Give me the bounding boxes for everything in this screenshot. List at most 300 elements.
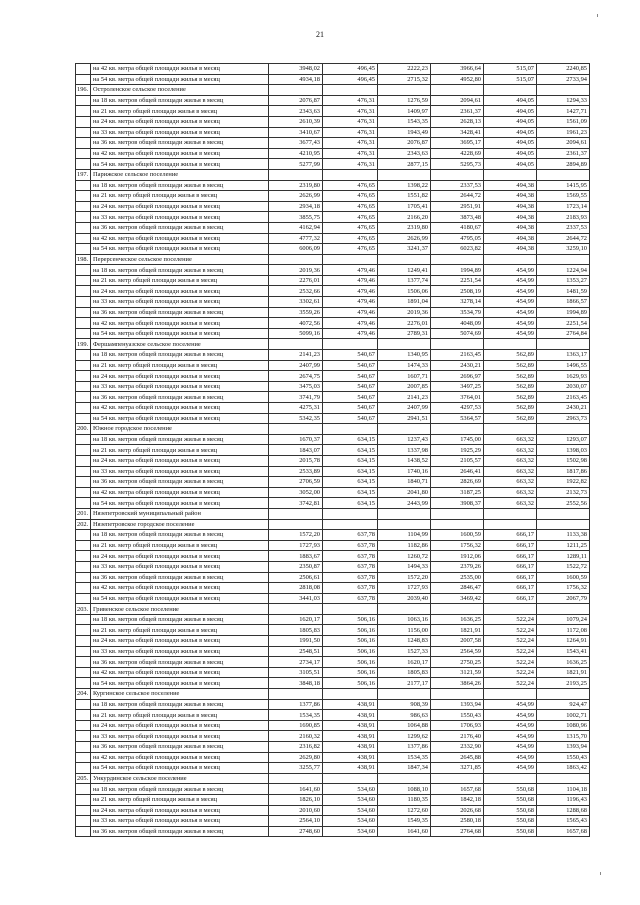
table-row (76, 127, 590, 138)
table-row (76, 116, 590, 127)
value-cell: 454,99 (484, 742, 537, 753)
table-row (76, 191, 590, 202)
empty-cell (76, 403, 91, 414)
empty-cell (537, 339, 590, 350)
empty-cell (76, 551, 91, 562)
value-cell: 1821,91 (431, 625, 484, 636)
area-norm-label: на 36 кв. метров общей площади жилья в месяц (91, 392, 269, 403)
value-cell: 2041,80 (378, 487, 431, 498)
value-cell: 2163,45 (431, 350, 484, 361)
value-cell: 1549,35 (378, 816, 431, 827)
table-row (76, 625, 590, 636)
empty-cell (76, 614, 91, 625)
empty-cell (431, 85, 484, 96)
empty-cell (76, 794, 91, 805)
value-cell: 2645,88 (431, 752, 484, 763)
value-cell: 479,46 (323, 307, 378, 318)
table-row (76, 148, 590, 159)
value-cell: 438,91 (323, 710, 378, 721)
value-cell: 4777,32 (269, 233, 323, 244)
value-cell: 476,65 (323, 212, 378, 223)
value-cell: 3259,10 (537, 244, 590, 255)
area-norm-label: на 36 кв. метров общей площади жилья в месяц (91, 826, 269, 837)
empty-cell (76, 561, 91, 572)
area-norm-label: на 24 кв. метра общей площади жилья в месяц (91, 720, 269, 731)
value-cell: 540,67 (323, 413, 378, 424)
value-cell: 4228,69 (431, 148, 484, 159)
value-cell: 2826,69 (431, 477, 484, 488)
value-cell: 1337,98 (378, 445, 431, 456)
value-cell: 5342,35 (269, 413, 323, 424)
area-norm-label: на 21 кв. метр общей площади жилья в месяц (91, 625, 269, 636)
table-row (76, 487, 590, 498)
table-row (76, 551, 590, 562)
value-cell: 1224,94 (537, 265, 590, 276)
area-norm-label: на 21 кв. метр общей площади жилья в месяц (91, 106, 269, 117)
value-cell: 1409,97 (378, 106, 431, 117)
empty-cell (76, 731, 91, 742)
empty-cell (76, 297, 91, 308)
area-norm-label: на 24 кв. метра общей площади жилья в месяц (91, 636, 269, 647)
value-cell: 506,16 (323, 614, 378, 625)
value-cell: 1063,16 (378, 614, 431, 625)
value-cell: 3855,75 (269, 212, 323, 223)
area-norm-label: на 33 кв. метра общей площади жилья в месяц (91, 646, 269, 657)
empty-cell (76, 466, 91, 477)
empty-cell (76, 667, 91, 678)
value-cell: 454,99 (484, 307, 537, 318)
value-cell: 2379,26 (431, 561, 484, 572)
empty-cell (76, 742, 91, 753)
value-cell: 562,89 (484, 350, 537, 361)
value-cell: 2564,59 (431, 646, 484, 657)
area-norm-label: на 33 кв. метра общей площади жилья в месяц (91, 297, 269, 308)
area-norm-label: на 33 кв. метра общей площади жилья в месяц (91, 127, 269, 138)
value-cell: 2548,51 (269, 646, 323, 657)
value-cell: 479,46 (323, 286, 378, 297)
area-norm-label: на 24 кв. метра общей площади жилья в месяц (91, 551, 269, 562)
area-norm-label: на 42 кв. метра общей площади жилья в месяц (91, 752, 269, 763)
value-cell: 534,60 (323, 784, 378, 795)
area-norm-label: на 54 кв. метра общей площади жилья в месяц (91, 74, 269, 85)
value-cell: 454,99 (484, 328, 537, 339)
empty-cell (484, 519, 537, 530)
empty-cell (76, 233, 91, 244)
value-cell: 3475,03 (269, 381, 323, 392)
value-cell: 2508,19 (431, 286, 484, 297)
value-cell: 1377,86 (378, 742, 431, 753)
value-cell: 494,38 (484, 201, 537, 212)
empty-cell (323, 519, 378, 530)
value-cell: 1922,82 (537, 477, 590, 488)
value-cell: 550,68 (484, 826, 537, 837)
area-norm-label: на 18 кв. метров общей площади жилья в месяц (91, 614, 269, 625)
empty-cell (76, 64, 91, 75)
value-cell: 1496,55 (537, 360, 590, 371)
value-cell: 506,16 (323, 636, 378, 647)
value-cell: 562,89 (484, 392, 537, 403)
settlement-header-row (76, 508, 590, 519)
value-cell: 515,07 (484, 64, 537, 75)
value-cell: 550,68 (484, 805, 537, 816)
empty-cell (76, 350, 91, 361)
area-norm-label: на 21 кв. метр общей площади жилья в месяц (91, 445, 269, 456)
value-cell: 2094,61 (537, 138, 590, 149)
row-number: 196. (76, 85, 91, 96)
empty-cell (431, 339, 484, 350)
empty-cell (76, 381, 91, 392)
value-cell: 1657,68 (537, 826, 590, 837)
empty-cell (484, 254, 537, 265)
table-row (76, 212, 590, 223)
table-row (76, 614, 590, 625)
value-cell: 494,38 (484, 191, 537, 202)
table-row (76, 403, 590, 414)
empty-cell (431, 689, 484, 700)
value-cell: 666,17 (484, 572, 537, 583)
empty-cell (484, 339, 537, 350)
value-cell: 540,67 (323, 381, 378, 392)
empty-cell (269, 85, 323, 96)
area-norm-label: на 18 кв. метров общей площади жилья в месяц (91, 265, 269, 276)
value-cell: 2789,31 (378, 328, 431, 339)
value-cell: 1363,17 (537, 350, 590, 361)
value-cell: 1249,41 (378, 265, 431, 276)
value-cell: 454,99 (484, 318, 537, 329)
value-cell: 479,46 (323, 328, 378, 339)
value-cell: 634,15 (323, 487, 378, 498)
table-row (76, 201, 590, 212)
value-cell: 2094,61 (431, 95, 484, 106)
value-cell: 3052,00 (269, 487, 323, 498)
empty-cell (76, 307, 91, 318)
empty-cell (76, 148, 91, 159)
value-cell: 2629,80 (269, 752, 323, 763)
value-cell: 540,67 (323, 371, 378, 382)
empty-cell (76, 636, 91, 647)
value-cell: 2580,18 (431, 816, 484, 827)
empty-cell (76, 413, 91, 424)
empty-cell (484, 85, 537, 96)
value-cell: 2628,13 (431, 116, 484, 127)
empty-cell (537, 508, 590, 519)
value-cell: 1600,59 (431, 530, 484, 541)
value-cell: 3121,59 (431, 667, 484, 678)
value-cell: 454,99 (484, 763, 537, 774)
value-cell: 3241,37 (378, 244, 431, 255)
empty-cell (323, 85, 378, 96)
table-row (76, 244, 590, 255)
area-norm-label: на 33 кв. метра общей площади жилья в месяц (91, 816, 269, 827)
empty-cell (269, 424, 323, 435)
empty-cell (76, 826, 91, 837)
value-cell: 1826,10 (269, 794, 323, 805)
value-cell: 454,99 (484, 297, 537, 308)
value-cell: 2407,99 (269, 360, 323, 371)
value-cell: 2337,53 (537, 222, 590, 233)
value-cell: 4275,31 (269, 403, 323, 414)
value-cell: 454,99 (484, 699, 537, 710)
scan-speck (597, 14, 598, 17)
value-cell: 562,89 (484, 371, 537, 382)
empty-cell (269, 519, 323, 530)
value-cell: 637,78 (323, 561, 378, 572)
table-row (76, 64, 590, 75)
table-row (76, 307, 590, 318)
area-norm-label: на 21 кв. метр общей площади жилья в месяц (91, 710, 269, 721)
value-cell: 1438,52 (378, 455, 431, 466)
area-norm-label: на 18 кв. метров общей площади жилья в месяц (91, 699, 269, 710)
value-cell: 663,32 (484, 477, 537, 488)
value-cell: 637,78 (323, 540, 378, 551)
value-cell: 494,38 (484, 222, 537, 233)
value-cell: 6023,82 (431, 244, 484, 255)
area-norm-label: на 24 кв. метра общей площади жилья в месяц (91, 286, 269, 297)
value-cell: 1756,32 (431, 540, 484, 551)
value-cell: 2361,37 (431, 106, 484, 117)
table-row (76, 593, 590, 604)
value-cell: 637,78 (323, 572, 378, 583)
value-cell: 1572,20 (378, 572, 431, 583)
value-cell: 2361,37 (537, 148, 590, 159)
value-cell: 2319,80 (378, 222, 431, 233)
value-cell: 1551,82 (378, 191, 431, 202)
value-cell: 1863,42 (537, 763, 590, 774)
value-cell: 663,32 (484, 455, 537, 466)
table-row (76, 657, 590, 668)
table-row (76, 106, 590, 117)
value-cell: 1565,43 (537, 816, 590, 827)
value-cell: 1079,24 (537, 614, 590, 625)
empty-cell (378, 689, 431, 700)
value-cell: 666,17 (484, 551, 537, 562)
value-cell: 1294,33 (537, 95, 590, 106)
area-norm-label: на 18 кв. метров общей площади жилья в месяц (91, 434, 269, 445)
empty-cell (76, 816, 91, 827)
value-cell: 2076,87 (378, 138, 431, 149)
value-cell: 494,05 (484, 127, 537, 138)
value-cell: 5364,57 (431, 413, 484, 424)
value-cell: 534,60 (323, 826, 378, 837)
area-norm-label: на 18 кв. метров общей площади жилья в месяц (91, 180, 269, 191)
area-norm-label: на 42 кв. метра общей площади жилья в месяц (91, 487, 269, 498)
value-cell: 3559,26 (269, 307, 323, 318)
value-cell: 1817,86 (537, 466, 590, 477)
value-cell: 550,68 (484, 794, 537, 805)
area-norm-label: на 33 кв. метра общей площади жилья в месяц (91, 381, 269, 392)
value-cell: 5099,16 (269, 328, 323, 339)
table-row (76, 138, 590, 149)
empty-cell (76, 434, 91, 445)
value-cell: 1723,14 (537, 201, 590, 212)
value-cell: 506,16 (323, 678, 378, 689)
value-cell: 2696,97 (431, 371, 484, 382)
value-cell: 1670,37 (269, 434, 323, 445)
empty-cell (484, 424, 537, 435)
value-cell: 2564,10 (269, 816, 323, 827)
empty-cell (378, 519, 431, 530)
table-row (76, 265, 590, 276)
value-cell: 3534,79 (431, 307, 484, 318)
empty-cell (484, 508, 537, 519)
value-cell: 5295,73 (431, 159, 484, 170)
value-cell: 2019,36 (269, 265, 323, 276)
value-cell: 3742,81 (269, 498, 323, 509)
table-row (76, 392, 590, 403)
value-cell: 1706,93 (431, 720, 484, 731)
value-cell: 494,05 (484, 148, 537, 159)
empty-cell (269, 773, 323, 784)
value-cell: 506,16 (323, 625, 378, 636)
empty-cell (76, 477, 91, 488)
table-row (76, 742, 590, 753)
empty-cell (76, 265, 91, 276)
empty-cell (269, 169, 323, 180)
value-cell: 494,38 (484, 244, 537, 255)
value-cell: 924,47 (537, 699, 590, 710)
empty-cell (76, 710, 91, 721)
value-cell: 1393,94 (431, 699, 484, 710)
value-cell: 1340,95 (378, 350, 431, 361)
value-cell: 666,17 (484, 540, 537, 551)
value-cell: 2532,66 (269, 286, 323, 297)
empty-cell (323, 773, 378, 784)
area-norm-label: на 54 кв. метра общей площади жилья в месяц (91, 593, 269, 604)
table-row (76, 434, 590, 445)
table-row (76, 678, 590, 689)
value-cell: 1182,86 (378, 540, 431, 551)
value-cell: 1636,25 (537, 657, 590, 668)
empty-cell (323, 424, 378, 435)
value-cell: 2019,36 (378, 307, 431, 318)
table-row (76, 95, 590, 106)
empty-cell (537, 85, 590, 96)
empty-cell (76, 678, 91, 689)
value-cell: 1727,93 (378, 583, 431, 594)
table-row (76, 710, 590, 721)
empty-cell (76, 445, 91, 456)
value-cell: 476,31 (323, 95, 378, 106)
area-norm-label: на 42 кв. метра общей площади жилья в месяц (91, 667, 269, 678)
value-cell: 2343,63 (269, 106, 323, 117)
value-cell: 3278,14 (431, 297, 484, 308)
settlement-name: Кургинское сельское поселение (91, 689, 269, 700)
empty-cell (76, 201, 91, 212)
settlement-header-row (76, 519, 590, 530)
value-cell: 3864,26 (431, 678, 484, 689)
value-cell: 438,91 (323, 699, 378, 710)
value-cell: 479,46 (323, 297, 378, 308)
value-cell: 2506,61 (269, 572, 323, 583)
value-cell: 1534,35 (378, 752, 431, 763)
value-cell: 2343,63 (378, 148, 431, 159)
empty-cell (76, 212, 91, 223)
value-cell: 1840,71 (378, 477, 431, 488)
table-row (76, 784, 590, 795)
empty-cell (76, 646, 91, 657)
value-cell: 1657,68 (431, 784, 484, 795)
table-row (76, 477, 590, 488)
empty-cell (76, 625, 91, 636)
table-row (76, 445, 590, 456)
settlement-header-row (76, 689, 590, 700)
value-cell: 1994,89 (537, 307, 590, 318)
value-cell: 438,91 (323, 731, 378, 742)
empty-cell (431, 169, 484, 180)
table-row (76, 763, 590, 774)
value-cell: 1377,86 (269, 699, 323, 710)
empty-cell (76, 583, 91, 594)
value-cell: 506,16 (323, 657, 378, 668)
value-cell: 3848,18 (269, 678, 323, 689)
value-cell: 4795,05 (431, 233, 484, 244)
value-cell: 1481,59 (537, 286, 590, 297)
empty-cell (76, 318, 91, 329)
value-cell: 2748,60 (269, 826, 323, 837)
value-cell: 1494,33 (378, 561, 431, 572)
empty-cell (484, 773, 537, 784)
table-row (76, 540, 590, 551)
value-cell: 1705,41 (378, 201, 431, 212)
value-cell: 476,31 (323, 138, 378, 149)
empty-cell (76, 699, 91, 710)
value-cell: 494,05 (484, 159, 537, 170)
value-cell: 534,60 (323, 816, 378, 827)
value-cell: 1260,72 (378, 551, 431, 562)
value-cell: 2533,89 (269, 466, 323, 477)
value-cell: 1211,25 (537, 540, 590, 551)
value-cell: 2552,56 (537, 498, 590, 509)
value-cell: 1156,00 (378, 625, 431, 636)
value-cell: 2132,73 (537, 487, 590, 498)
value-cell: 1543,41 (537, 646, 590, 657)
area-norm-label: на 42 кв. метра общей площади жилья в месяц (91, 148, 269, 159)
value-cell: 2141,23 (378, 392, 431, 403)
value-cell: 1398,22 (378, 180, 431, 191)
area-norm-label: на 36 кв. метров общей площади жилья в месяц (91, 222, 269, 233)
table-row (76, 350, 590, 361)
value-cell: 2007,58 (431, 636, 484, 647)
value-cell: 2076,87 (269, 95, 323, 106)
value-cell: 1427,71 (537, 106, 590, 117)
table-row (76, 328, 590, 339)
empty-cell (378, 604, 431, 615)
value-cell: 1315,70 (537, 731, 590, 742)
value-cell: 1104,99 (378, 530, 431, 541)
empty-cell (537, 689, 590, 700)
settlement-name: Перерсенческое сельское поселение (91, 254, 269, 265)
area-norm-label: на 42 кв. метра общей площади жилья в месяц (91, 233, 269, 244)
value-cell: 2407,99 (378, 403, 431, 414)
value-cell: 454,99 (484, 731, 537, 742)
value-cell: 2251,54 (431, 275, 484, 286)
area-norm-label: на 21 кв. метр общей площади жилья в месяц (91, 540, 269, 551)
area-norm-label: на 18 кв. метров общей площади жилья в месяц (91, 350, 269, 361)
value-cell: 562,89 (484, 403, 537, 414)
table-row (76, 159, 590, 170)
value-cell: 1172,08 (537, 625, 590, 636)
value-cell: 479,46 (323, 265, 378, 276)
area-norm-label: на 33 кв. метра общей площади жилья в месяц (91, 731, 269, 742)
value-cell: 476,31 (323, 148, 378, 159)
value-cell: 1502,98 (537, 455, 590, 466)
value-cell: 2222,23 (378, 64, 431, 75)
area-norm-label: на 21 кв. метр общей площади жилья в месяц (91, 275, 269, 286)
empty-cell (76, 572, 91, 583)
empty-cell (76, 530, 91, 541)
value-cell: 3764,01 (431, 392, 484, 403)
value-cell: 1415,95 (537, 180, 590, 191)
